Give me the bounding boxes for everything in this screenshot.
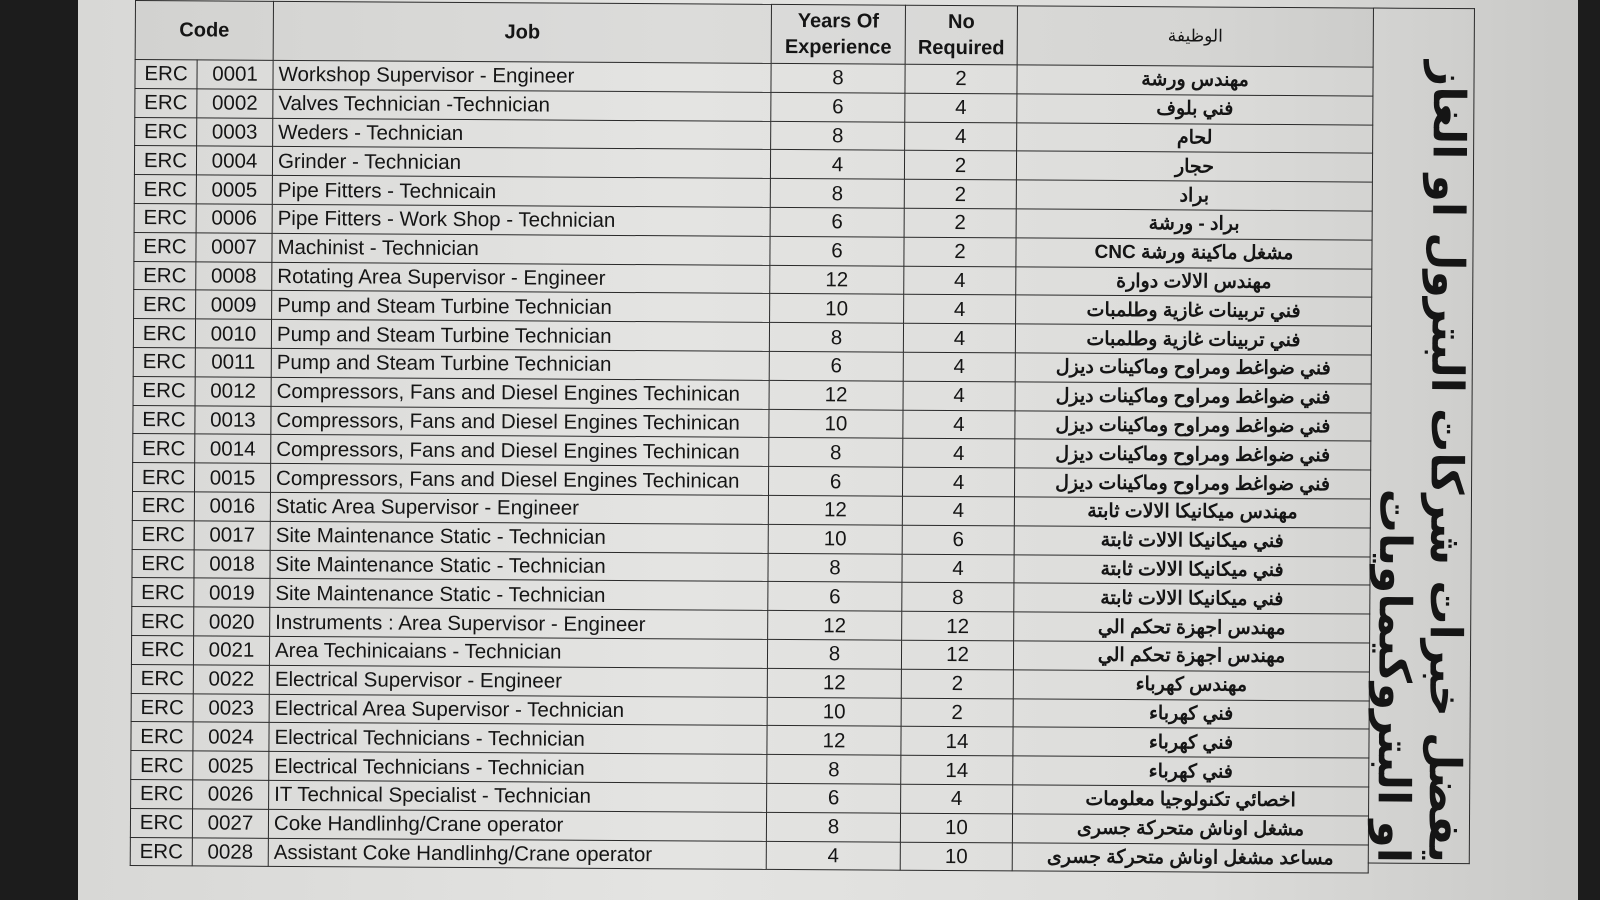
years-experience: 8 <box>766 812 900 842</box>
arabic-job-title: فني تربينات غازية وطلمبات <box>1016 295 1372 326</box>
number-required: 4 <box>902 554 1014 583</box>
code-prefix: ERC <box>132 578 194 607</box>
header-required <box>905 5 1017 65</box>
number-required: 12 <box>901 640 1013 669</box>
jobs-table-body <box>130 60 1373 874</box>
number-required: 4 <box>903 352 1015 381</box>
number-required: 2 <box>904 208 1016 237</box>
job-title: Electrical Technicians - Technician <box>269 751 767 783</box>
number-required: 4 <box>901 784 1013 813</box>
code-prefix: ERC <box>134 203 196 232</box>
job-title: IT Technical Specialist - Technician <box>269 780 767 812</box>
job-listing-sheet <box>130 0 1475 888</box>
number-required: 14 <box>901 727 1013 756</box>
code-prefix: ERC <box>131 751 193 780</box>
number-required: 4 <box>903 381 1015 410</box>
arabic-job-title: فني بلوف <box>1017 94 1373 125</box>
arabic-job-title: فني ميكانيكا الالات ثابتة <box>1014 583 1370 614</box>
job-title: Valves Technician -Technician <box>273 89 771 121</box>
number-required: 2 <box>904 179 1016 208</box>
years-experience: 12 <box>769 380 903 410</box>
code-number: 0021 <box>193 636 269 665</box>
arabic-job-title: فني كهرباء <box>1013 698 1369 729</box>
years-experience: 8 <box>767 639 901 669</box>
years-experience: 8 <box>767 754 901 784</box>
number-required: 4 <box>902 467 1014 496</box>
code-number: 0018 <box>194 549 270 578</box>
code-prefix: ERC <box>132 549 194 578</box>
code-prefix: ERC <box>132 491 194 520</box>
arabic-job-title: حجار <box>1016 151 1372 182</box>
code-prefix: ERC <box>134 261 196 290</box>
code-number: 0014 <box>195 434 271 463</box>
code-number: 0028 <box>192 837 268 866</box>
years-experience: 8 <box>771 63 905 93</box>
arabic-job-title: فني ضواغط ومراوح وماكينات ديزل <box>1014 468 1370 499</box>
code-number: 0011 <box>195 348 271 377</box>
arabic-job-title: مهندس الالات دوارة <box>1016 266 1372 297</box>
code-number: 0016 <box>194 492 270 521</box>
job-title: Site Maintenance Static - Technician <box>270 521 768 553</box>
job-title: Site Maintenance Static - Technician <box>270 579 768 611</box>
job-title: Compressors, Fans and Diesel Engines Techinican <box>271 435 769 467</box>
years-experience: 12 <box>770 265 904 295</box>
code-number: 0026 <box>193 780 269 809</box>
code-prefix: ERC <box>133 347 195 376</box>
years-experience: 12 <box>767 668 901 698</box>
years-experience: 8 <box>770 179 904 209</box>
code-number: 0020 <box>194 607 270 636</box>
arabic-job-title: فني ميكانيكا الالات ثابتة <box>1014 554 1370 585</box>
code-prefix: ERC <box>130 808 192 837</box>
arabic-job-title: مهندس ميكانيكا الالات ثابتة <box>1014 497 1370 528</box>
years-experience: 6 <box>768 467 902 497</box>
code-number: 0001 <box>197 60 273 89</box>
code-number: 0025 <box>193 751 269 780</box>
arabic-job-title: مهندس اجهزة تحكم الي <box>1014 612 1370 643</box>
job-title: Grinder - Technician <box>272 147 770 179</box>
years-experience: 6 <box>770 236 904 266</box>
years-experience: 8 <box>771 121 905 151</box>
number-required: 2 <box>904 237 1016 266</box>
job-title: Electrical Supervisor - Engineer <box>269 665 767 697</box>
header-job: Job <box>273 1 771 63</box>
side-note: يفضل خبرات شركات البترول او الغاز او البتروكيماويات <box>1367 60 1475 864</box>
arabic-job-title: فني كهرباء <box>1013 756 1369 787</box>
header-years-line1: Years Of <box>797 10 880 33</box>
years-experience: 6 <box>767 783 901 813</box>
number-required: 4 <box>905 93 1017 122</box>
code-number: 0006 <box>196 204 272 233</box>
years-experience: 12 <box>767 726 901 756</box>
header-code: Code <box>135 1 273 61</box>
code-number: 0008 <box>196 261 272 290</box>
number-required: 6 <box>902 525 1014 554</box>
job-title: Instruments : Area Supervisor - Engineer <box>270 607 768 639</box>
arabic-job-title: فني ضواغط ومراوح وماكينات ديزل <box>1015 353 1371 384</box>
code-prefix: ERC <box>135 60 197 89</box>
header-years-line2: Experience <box>784 35 892 59</box>
code-number: 0015 <box>194 463 270 492</box>
number-required: 4 <box>903 439 1015 468</box>
code-prefix: ERC <box>131 635 193 664</box>
code-prefix: ERC <box>131 664 193 693</box>
job-title: Workshop Supervisor - Engineer <box>273 60 771 92</box>
years-experience: 8 <box>769 323 903 353</box>
years-experience: 6 <box>771 92 905 122</box>
number-required: 8 <box>902 583 1014 612</box>
arabic-job-title: براد - ورشة <box>1016 209 1372 240</box>
number-required: 4 <box>903 323 1015 352</box>
code-number: 0024 <box>193 722 269 751</box>
number-required: 4 <box>905 122 1017 151</box>
number-required: 14 <box>901 755 1013 784</box>
arabic-job-title: مهندس ورشة <box>1017 65 1373 96</box>
number-required: 10 <box>900 813 1012 842</box>
job-title: Pump and Steam Turbine Technician <box>272 291 770 323</box>
code-prefix: ERC <box>132 607 194 636</box>
arabic-job-title: فني ضواغط ومراوح وماكينات ديزل <box>1015 382 1371 413</box>
code-prefix: ERC <box>134 175 196 204</box>
side-note-box <box>1368 8 1475 865</box>
header-arabic-job: الوظيفة <box>1017 6 1373 67</box>
arabic-job-title: فني ضواغط ومراوح وماكينات ديزل <box>1015 439 1371 470</box>
years-experience: 10 <box>769 409 903 439</box>
job-title: Electrical Area Supervisor - Technician <box>269 694 767 726</box>
job-title: Area Techinicaians - Technician <box>269 636 767 668</box>
arabic-job-title: مشغل ماكينة ورشة CNC <box>1016 238 1372 269</box>
code-prefix: ERC <box>134 232 196 261</box>
code-number: 0013 <box>195 405 271 434</box>
number-required: 4 <box>904 295 1016 324</box>
number-required: 2 <box>905 64 1017 93</box>
arabic-job-title: مشغل اوناش متحركة جسرى <box>1012 814 1368 845</box>
arabic-job-title: مهندس اجهزة تحكم الي <box>1013 641 1369 672</box>
job-title: Weders - Technician <box>273 118 771 150</box>
years-experience: 12 <box>768 495 902 525</box>
job-title: Pump and Steam Turbine Technician <box>271 320 769 352</box>
years-experience: 8 <box>769 438 903 468</box>
job-title: Electrical Technicians - Technician <box>269 723 767 755</box>
years-experience: 12 <box>768 611 902 641</box>
job-title: Pump and Steam Turbine Technician <box>271 348 769 380</box>
arabic-job-title: مهندس كهرباء <box>1013 670 1369 701</box>
number-required: 2 <box>901 698 1013 727</box>
number-required: 10 <box>900 842 1012 871</box>
code-prefix: ERC <box>132 463 194 492</box>
code-prefix: ERC <box>131 693 193 722</box>
code-prefix: ERC <box>133 405 195 434</box>
header-years <box>771 4 905 64</box>
job-title: Static Area Supervisor - Engineer <box>270 492 768 524</box>
years-experience: 6 <box>768 582 902 612</box>
job-title: Pipe Fitters - Work Shop - Technician <box>272 204 770 236</box>
job-title: Coke Handlinhg/Crane operator <box>268 809 766 841</box>
header-required-line1: No <box>947 10 975 34</box>
code-prefix: ERC <box>135 117 197 146</box>
code-prefix: ERC <box>133 376 195 405</box>
table-header-row <box>135 1 1373 68</box>
number-required: 2 <box>904 151 1016 180</box>
arabic-job-title: مساعد مشغل اوناش متحركة جسرى <box>1012 842 1368 873</box>
number-required: 4 <box>904 266 1016 295</box>
code-prefix: ERC <box>134 146 196 175</box>
code-prefix: ERC <box>134 290 196 319</box>
years-experience: 10 <box>768 524 902 554</box>
code-prefix: ERC <box>133 434 195 463</box>
code-number: 0017 <box>194 521 270 550</box>
arabic-job-title: فني ميكانيكا الالات ثابتة <box>1014 526 1370 557</box>
code-number: 0010 <box>195 319 271 348</box>
number-required: 4 <box>903 410 1015 439</box>
code-number: 0027 <box>192 809 268 838</box>
years-experience: 4 <box>766 841 900 871</box>
arabic-job-title: فني ضواغط ومراوح وماكينات ديزل <box>1015 410 1371 441</box>
arabic-job-title: اخصائي تكنولوجيا معلومات <box>1013 785 1369 816</box>
years-experience: 4 <box>770 150 904 180</box>
job-title: Machinist - Technician <box>272 233 770 265</box>
code-number: 0005 <box>196 175 272 204</box>
code-number: 0009 <box>196 290 272 319</box>
jobs-table <box>130 0 1374 874</box>
code-number: 0007 <box>196 233 272 262</box>
arabic-job-title: فني كهرباء <box>1013 727 1369 758</box>
header-required-line2: Required <box>917 36 1005 60</box>
job-title: Compressors, Fans and Diesel Engines Techinican <box>271 377 769 409</box>
years-experience: 6 <box>769 351 903 381</box>
code-number: 0023 <box>193 693 269 722</box>
code-prefix: ERC <box>132 520 194 549</box>
code-prefix: ERC <box>133 319 195 348</box>
code-number: 0019 <box>194 578 270 607</box>
number-required: 2 <box>901 669 1013 698</box>
code-number: 0012 <box>195 377 271 406</box>
code-prefix: ERC <box>135 88 197 117</box>
code-number: 0004 <box>196 146 272 175</box>
code-prefix: ERC <box>131 722 193 751</box>
job-title: Compressors, Fans and Diesel Engines Techinican <box>270 463 768 495</box>
job-title: Site Maintenance Static - Technician <box>270 550 768 582</box>
arabic-job-title: فني تربينات غازية وطلمبات <box>1015 324 1371 355</box>
job-title: Rotating Area Supervisor - Engineer <box>272 262 770 294</box>
years-experience: 6 <box>770 207 904 237</box>
job-title: Pipe Fitters - Technicain <box>272 176 770 208</box>
code-number: 0003 <box>197 117 273 146</box>
job-title: Assistant Coke Handlinhg/Crane operator <box>268 838 766 870</box>
years-experience: 10 <box>770 294 904 324</box>
code-prefix: ERC <box>131 779 193 808</box>
arabic-job-title: براد <box>1016 180 1372 211</box>
number-required: 12 <box>902 611 1014 640</box>
code-number: 0022 <box>193 665 269 694</box>
code-prefix: ERC <box>130 837 192 866</box>
years-experience: 10 <box>767 697 901 727</box>
number-required: 4 <box>902 496 1014 525</box>
job-title: Compressors, Fans and Diesel Engines Techinican <box>271 406 769 438</box>
years-experience: 8 <box>768 553 902 583</box>
arabic-job-title: لحام <box>1017 122 1373 153</box>
code-number: 0002 <box>197 89 273 118</box>
